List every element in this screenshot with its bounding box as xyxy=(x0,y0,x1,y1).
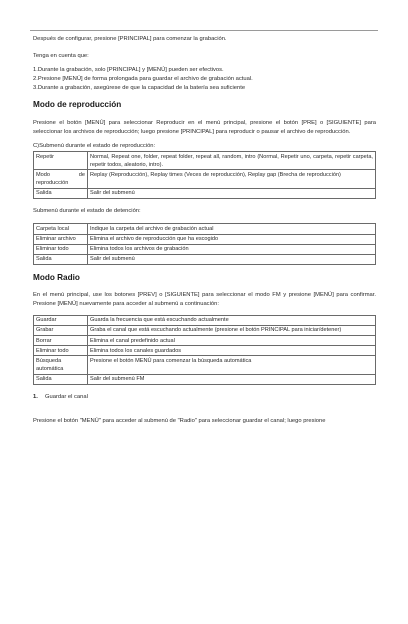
note-item: 3.Durante a grabación, asegúrese de que la capacidad de la batería sea suficiente xyxy=(33,84,246,91)
table-row xyxy=(34,244,376,254)
last-paragraph: Presione el botón "MENÚ" para acceder al submenú de "Radio" para seleccionar guardar el canal; luego presione xyxy=(33,418,326,425)
table-value: Indique la carpeta del archivo de grabación actual xyxy=(88,224,376,234)
table-key: Búsqueda automática xyxy=(34,356,88,374)
table-key: Modo de reproducción xyxy=(34,170,88,188)
header-rule xyxy=(30,30,378,31)
table-value: Elimina el archivo de reproducción que ha escogido xyxy=(88,234,376,244)
document-content xyxy=(33,35,376,426)
table-value: Salir del submenú FM xyxy=(88,374,376,384)
submenu-stop-title: Submenú durante el estado de detención: xyxy=(33,207,141,214)
list-item-text: Guardar el canal xyxy=(45,393,88,400)
table-key: Salida xyxy=(34,188,88,198)
table-value: Salir del submenú xyxy=(88,188,376,198)
table-key: Guardar xyxy=(34,315,88,325)
note-item: 1.Durante la grabación, solo [PRINCIPAL] y [MENÚ] pueden ser efectivos. xyxy=(33,67,224,74)
table-key: Grabar xyxy=(34,325,88,335)
table-value: Replay (Reproducción), Replay times (Veces de reproducción), Replay gap (Brecha de reproducción) xyxy=(88,170,376,188)
table-row xyxy=(34,234,376,244)
table-key: Eliminar todo xyxy=(34,346,88,356)
table-key: Eliminar todo xyxy=(34,244,88,254)
note-item: 2.Presione [MENÚ] de forma prolongada para guardar el archivo de grabación actual. xyxy=(33,76,253,83)
table-value: Salir del submenú xyxy=(88,254,376,264)
table-value: Elimina el canal predefinido actual xyxy=(88,336,376,346)
radio-description: En el menú principal, use los botones [PREV] o [SIGUIENTE] para seleccionar el modo FM y presione [MENÚ] para confirmar. Presione [MENÚ] nuevamente para acceder al submenú a continuación: xyxy=(33,292,376,308)
table-row xyxy=(34,325,376,335)
table-value: Graba el canal que está escuchando actualmente (presione el botón PRINCIPAL para iniciar/detener) xyxy=(88,325,376,335)
submenu-play-title: C)Submenú durante el estado de reproducción: xyxy=(33,143,156,150)
table-value: Elimina todos los canales guardados xyxy=(88,346,376,356)
table-key: Repetir xyxy=(34,152,88,170)
submenu-stop-table xyxy=(33,223,376,264)
table-row xyxy=(34,170,376,188)
note-heading: Tenga en cuenta que: xyxy=(33,52,89,59)
list-number: 1. xyxy=(33,393,38,400)
table-row xyxy=(34,224,376,234)
table-row xyxy=(34,356,376,374)
table-key: Borrar xyxy=(34,336,88,346)
submenu-play-table xyxy=(33,151,376,199)
table-value: Presione el botón MENÚ para comenzar la búsqueda automática xyxy=(88,356,376,374)
table-row xyxy=(34,188,376,198)
table-key: Salida xyxy=(34,374,88,384)
table-value: Elimina todos los archivos de grabación xyxy=(88,244,376,254)
table-row xyxy=(34,346,376,356)
table-row xyxy=(34,254,376,264)
radio-submenu-table xyxy=(33,315,376,385)
table-value: Normal, Repeat one, folder, repeat folder, repeat all, random, intro (Normal, Repetir uno, carpeta, repetir carpeta, repetir todos, aleatorio, intro). xyxy=(88,152,376,170)
numbered-list-item xyxy=(33,393,376,402)
radio-heading: Modo Radio xyxy=(33,272,80,282)
intro-line: Después de configurar, presione [PRINCIPAL] para comenzar la grabación. xyxy=(33,36,227,42)
table-key: Carpeta local xyxy=(34,224,88,234)
table-row xyxy=(34,336,376,346)
table-row xyxy=(34,152,376,170)
table-key: Eliminar archivo xyxy=(34,234,88,244)
table-value: Guarda la frecuencia que está escuchando actualmente xyxy=(88,315,376,325)
table-row xyxy=(34,315,376,325)
table-key: Salida xyxy=(34,254,88,264)
playback-description: Presione el botón [MENÚ] para seleccionar Reproducir en el menú principal, presione el botón [PRE] o [SIGUIENTE] para seleccionar los archivos de reproducción; luego presione [PRINCIPAL] para reproducir o pausar el archivo de reproducción. xyxy=(33,120,376,135)
table-row xyxy=(34,374,376,384)
playback-heading: Modo de reproducción xyxy=(33,100,122,110)
